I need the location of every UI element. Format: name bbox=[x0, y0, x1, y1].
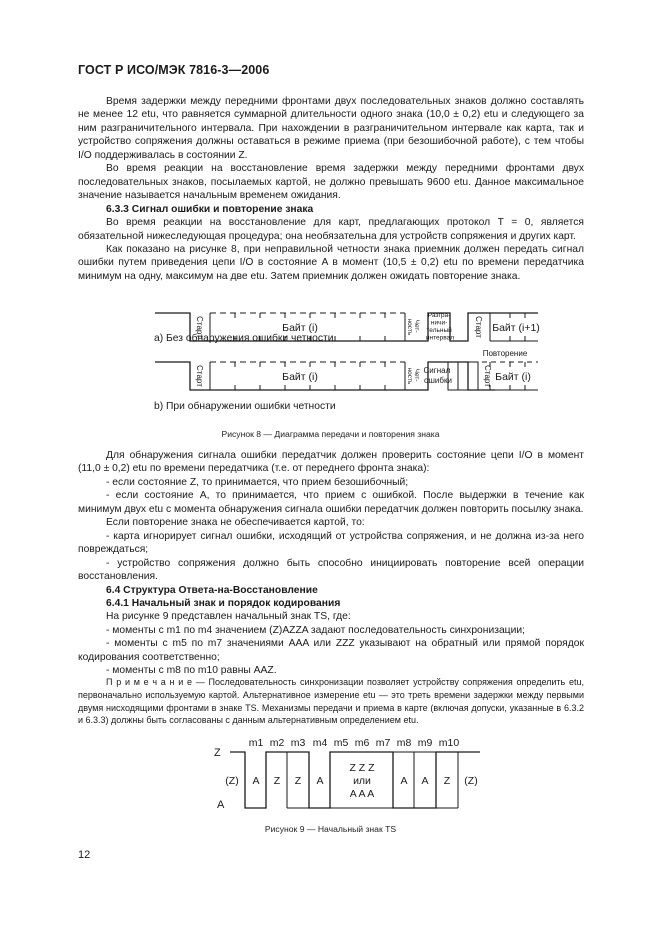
paragraph-procedure: Во время реакции на восстановление для карт, предлагающих протокол T = 0, является обязательной нижеследующая процедура; она необязательна для устройств сопряжения и других карт. bbox=[78, 217, 584, 242]
state-m5-m7-line3: A A A bbox=[349, 788, 375, 800]
parity-line-1: Чет- bbox=[413, 319, 420, 333]
moment-m1: m1 bbox=[248, 737, 264, 749]
repeat-label: Повторение bbox=[482, 349, 528, 358]
moment-m3: m3 bbox=[290, 737, 306, 749]
state-z-end: (Z) bbox=[464, 775, 478, 787]
moment-m2: m2 bbox=[269, 737, 285, 749]
list-item-sync: - моменты с m1 по m4 значением (Z)AZZA задают последовательность синхронизации; bbox=[106, 624, 525, 636]
note-block bbox=[78, 676, 584, 727]
list-item-m8-m10: - моменты с m8 по m10 равны AAZ. bbox=[106, 665, 277, 677]
start-label-a: Старт bbox=[195, 316, 204, 338]
guard-interval-label bbox=[426, 312, 454, 342]
moment-m5: m5 bbox=[333, 737, 349, 749]
guard-line-1: Разгра- bbox=[427, 312, 451, 319]
z-level-label: Z bbox=[214, 747, 221, 759]
page-number: 12 bbox=[78, 849, 91, 861]
list-item-ignore: - карта игнорирует сигнал ошибки, исходящий от устройства сопряжения, и не должна из-за него повреждаться; bbox=[78, 530, 584, 556]
detection-text bbox=[78, 449, 584, 678]
note-label: П р и м е ч а н и е bbox=[106, 677, 193, 687]
note-paragraph bbox=[78, 676, 584, 727]
paragraph-error-signal: Как показано на рисунке 8, при неправильной четности знака приемник должен передать сигнал ошибки путем приведения цепи I/O в состояние A в момент (10,5 ± 0,2) etu по времени передатчика минимум на одну, максимум на две etu. Затем приемник должен ожидать повторение знака. bbox=[78, 243, 584, 282]
start-label-b2: Старт bbox=[483, 365, 492, 387]
note-text: — Последовательность синхронизации позволяет устройству сопряжения определить etu, первоначально используемую картой. Альтернативное измерение etu — это треть времени задержки между первыми двумя нисходящими фронтами в знаке TS. Механизмы передачи и приема в карте (включая допуски, указанные в 6.3.2 и 6.3.3) должны быть согласованы с данным альтернативным определением etu. bbox=[78, 677, 584, 726]
error-line-2: ошибки bbox=[424, 376, 452, 385]
start-label-b: Старт bbox=[195, 365, 204, 387]
guard-line-2: ничи- bbox=[430, 319, 448, 327]
paragraph-initial-wait: Во время реакции на восстановление время задержки между передними фронтами двух последовательных знаков, посылаемых картой, не должно превышать 9600 etu. Данное максимальное значение называется начальным временем ожидания. bbox=[78, 163, 584, 202]
moment-m4: m4 bbox=[312, 737, 328, 749]
state-m9: A bbox=[421, 775, 429, 787]
moment-m9: m9 bbox=[417, 737, 433, 749]
parity-label-b bbox=[406, 368, 420, 385]
list-item-z: - если состояние Z, то принимается, что прием безошибочный; bbox=[106, 476, 409, 488]
parity-line-2: ность bbox=[406, 318, 413, 336]
list-item-order: - моменты с m5 по m7 значениями AAA или ZZZ указывают на обратный или прямой порядок кодирования соответственно; bbox=[78, 638, 584, 663]
intro-text bbox=[78, 95, 584, 283]
figure-8-caption-a: a) Без обнаружения ошибки четности bbox=[154, 333, 334, 344]
moment-m8: m8 bbox=[396, 737, 412, 749]
section-heading-6-4: 6.4 Структура Ответа-на-Восстановление bbox=[106, 584, 318, 596]
moment-m7: m7 bbox=[375, 737, 391, 749]
figure-8-caption-b: b) При обнаружении ошибки четности bbox=[154, 401, 336, 412]
state-z-start: (Z) bbox=[225, 775, 239, 787]
figure-9-diagram bbox=[200, 734, 510, 818]
error-line-1: Сигнал bbox=[423, 366, 451, 375]
moment-m10: m10 bbox=[438, 737, 460, 749]
state-m10: Z bbox=[443, 775, 451, 787]
paragraph-no-repeat: Если повторение знака не обеспечивается картой, то: bbox=[106, 517, 365, 529]
state-m4: A bbox=[316, 775, 324, 787]
guard-line-4: интервал bbox=[425, 334, 455, 342]
document-header: ГОСТ Р ИСО/МЭК 7816-3—2006 bbox=[78, 63, 270, 77]
parity-line-1b: Чет- bbox=[413, 368, 420, 382]
list-item-a: - если состояние A, то принимается, что прием с ошибкой. После выдержки в течение как минимум двух etu с момента обнаружения сигнала ошибки передатчик должен повторить посылку знака. bbox=[78, 490, 584, 515]
moment-m6: m6 bbox=[354, 737, 370, 749]
byte-i-label-b: Байт (i) bbox=[282, 371, 318, 383]
start-label-a2: Старт bbox=[474, 316, 483, 338]
paragraph-detection: Для обнаружения сигнала ошибки передатчик должен проверить состояние цепи I/O в момент (11,0 ± 0,2) etu по времени передатчика (т.е. от переднего фронта знака): bbox=[78, 450, 584, 475]
state-m5-m7-line2: или bbox=[353, 775, 371, 787]
error-signal-label bbox=[424, 366, 453, 385]
parity-label-a bbox=[406, 319, 420, 336]
figure-9-title: Рисунок 9 — Начальный знак TS bbox=[264, 824, 397, 834]
state-m1: A bbox=[252, 775, 260, 787]
guard-line-3: тельный bbox=[426, 327, 452, 334]
state-m8: A bbox=[400, 775, 408, 787]
byte-i-repeat-label: Байт (i) bbox=[495, 371, 531, 383]
parity-line-2b: ность bbox=[406, 367, 413, 385]
byte-i-label-a: Байт (i) bbox=[282, 322, 318, 334]
section-heading-6-3-3: 6.3.3 Сигнал ошибки и повторение знака bbox=[106, 203, 314, 215]
section-heading-6-4-1: 6.4.1 Начальный знак и порядок кодирования bbox=[106, 597, 341, 609]
figure-8-title: Рисунок 8 — Диаграмма передачи и повторения знака bbox=[221, 429, 440, 439]
a-level-label: A bbox=[217, 799, 225, 811]
list-item-restart: - устройство сопряжения должно быть способно инициировать повторение всей операции восстановления. bbox=[78, 557, 584, 583]
state-m5-m7-line1: Z Z Z bbox=[349, 762, 375, 774]
byte-i1-label: Байт (i+1) bbox=[492, 322, 540, 334]
paragraph-ts: На рисунке 9 представлен начальный знак TS, где: bbox=[106, 611, 351, 623]
paragraph-delay: Время задержки между передними фронтами двух последовательных знаков должно составлять не менее 12 etu, что равняется суммарной длительности одного знака (10,0 ± 0,2) etu и следующего за ним разграничительного интервала. При нахождении в разграничительном интервале как карта, так и устройство сопряжения должны оставаться в режиме приема (при безошибочной работе), с тем чтобы I/O поддерживалась в состоянии Z. bbox=[78, 96, 584, 161]
state-m3: Z bbox=[294, 775, 302, 787]
state-m2: Z bbox=[273, 775, 281, 787]
